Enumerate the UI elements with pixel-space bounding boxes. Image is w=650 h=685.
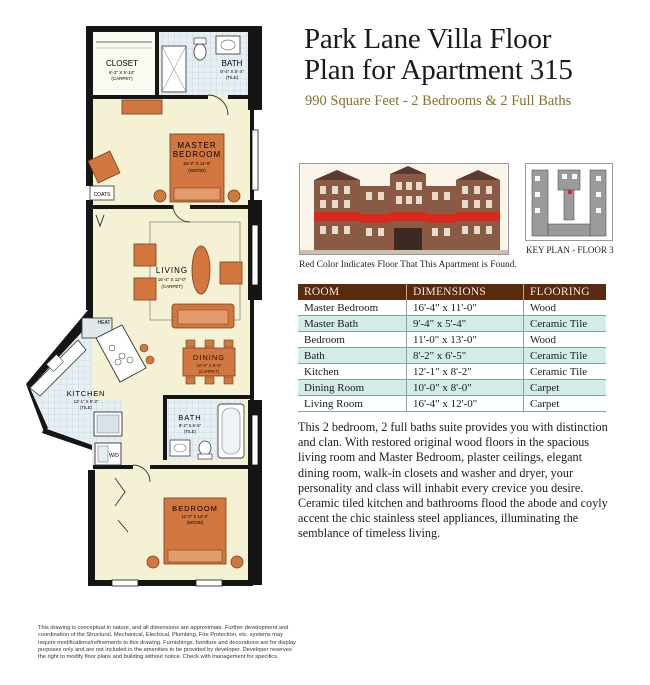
master-bedroom-label-1: MASTER: [177, 141, 217, 150]
table-row: [298, 380, 606, 396]
living-floor: (CARPET): [161, 284, 183, 289]
room-dimensions: 11'-0" x 13'-0": [407, 332, 524, 348]
bath-top-floor: (TILE): [225, 75, 239, 80]
heat-label: HEAT: [97, 320, 111, 326]
bath-top-dims: 9'-4" X 5'-4": [220, 69, 244, 74]
header-room: ROOM: [298, 284, 407, 300]
table-row: [298, 396, 606, 412]
room-name: Living Room: [298, 396, 407, 412]
bath-mid-floor: (TILE): [184, 429, 196, 434]
wd-label: W/D: [109, 453, 119, 459]
header-dimensions: DIMENSIONS: [407, 284, 524, 300]
table-row: [298, 332, 606, 348]
room-flooring: Wood: [524, 332, 607, 348]
room-dimensions: 10'-0" x 8'-0": [407, 380, 524, 396]
room-table: [298, 284, 606, 412]
page-title: [304, 24, 644, 86]
table-row: [298, 316, 606, 332]
bedroom-floor: (WOOD): [186, 520, 204, 525]
bedroom-dims: 11'-0" X 13'-0": [181, 514, 209, 519]
room-table-header: [298, 284, 606, 300]
room-flooring: Ceramic Tile: [524, 316, 607, 332]
building-photo: [299, 163, 509, 255]
room-dimensions: 12'-1" x 8'-2": [407, 364, 524, 380]
floor-plan: [0, 0, 280, 600]
master-bedroom-label-2: BEDROOM: [172, 150, 222, 159]
room-dimensions: 8'-2" x 6'-5": [407, 348, 524, 364]
master-bedroom-floor: (WOOD): [188, 168, 206, 173]
header-flooring: FLOORING: [524, 284, 607, 300]
room-name: Kitchen: [298, 364, 407, 380]
kitchen-floor: (TILE): [80, 405, 92, 410]
room-name: Dining Room: [298, 380, 407, 396]
room-flooring: Carpet: [524, 380, 607, 396]
room-dimensions: 16'-4" x 11'-0": [407, 300, 524, 316]
room-name: Bath: [298, 348, 407, 364]
washer-dryer: [95, 443, 121, 465]
room-dimensions: 16'-4" x 12'-0": [407, 396, 524, 412]
living-dims: 16'-4" X 12'-0": [157, 277, 187, 282]
dining-room: [183, 340, 235, 384]
room-flooring: Wood: [524, 300, 607, 316]
table-row: [298, 300, 606, 316]
bath-mid-label: BATH: [178, 413, 202, 422]
table-row: [298, 364, 606, 380]
apartment-description: This 2 bedroom, 2 full baths suite provides you with distinction and clan. With restored original wood floors in the spacious living room and Master Bedroom, plaster ceilings, elegant dining room, walk-in closets and washer and dryer, your personality and class will inhabit every crevice you desire. Ceramic tiled kitchen and bathrooms flood the abode and coyly accent the chic stainless steel appliances, illuminating the semblance of timeless living.: [298, 420, 608, 541]
room-name: Master Bath: [298, 316, 407, 332]
disclaimer-text: This drawing is conceptual in nature, and all dimensions are approximate. Further development and coordination of the Structural, Mechanical, Electrical, Plumbing, Fire Protection, etc. systems may require modifications/refinements to this drawing. Furnishings, furniture and decorations are for display purposes only and are not included in the amenities to be provided by developer. Developer reserves the right to modify floor plans and building without notice. Check with management for specifics.: [38, 625, 296, 661]
key-plan-image: [525, 163, 613, 241]
dining-label: DINING: [192, 353, 226, 362]
living-label: LIVING: [155, 266, 189, 275]
closet-label: CLOSET: [105, 59, 139, 68]
room-flooring: Ceramic Tile: [524, 364, 607, 380]
bath-mid-dims: 8'-2" X 6'-5": [178, 423, 202, 428]
closet-dims: 6'-3" X 5'-10": [109, 70, 135, 75]
coats-label: COATS: [93, 192, 111, 198]
room-dimensions: 9'-4" x 5'-4": [407, 316, 524, 332]
kitchen-label: KITCHEN: [66, 389, 106, 398]
dining-floor: (CARPET): [198, 369, 220, 374]
room-flooring: Ceramic Tile: [524, 348, 607, 364]
page-title-line-1: Park Lane Villa Floor: [304, 23, 552, 55]
bedroom-label: BEDROOM: [172, 504, 218, 513]
room-name: Master Bedroom: [298, 300, 407, 316]
bath-top-label: BATH: [221, 59, 243, 68]
closet-floor: (CARPET): [111, 76, 133, 81]
table-row: [298, 348, 606, 364]
page-subtitle: 990 Square Feet - 2 Bedrooms & 2 Full Baths: [305, 93, 572, 109]
page-title-line-2: Plan for Apartment 315: [304, 54, 573, 86]
dining-dims: 10'-0" X 8'-0": [196, 363, 222, 368]
key-plan-label: KEY PLAN - FLOOR 3: [526, 245, 614, 255]
photo-note: Red Color Indicates Floor That This Apartment is Found.: [299, 260, 517, 270]
room-flooring: Carpet: [524, 396, 607, 412]
room-name: Bedroom: [298, 332, 407, 348]
kitchen-dims: 12'-1" X 8'-2": [73, 399, 99, 404]
master-bedroom-dims: 16'-4" X 11'-0": [182, 161, 212, 166]
